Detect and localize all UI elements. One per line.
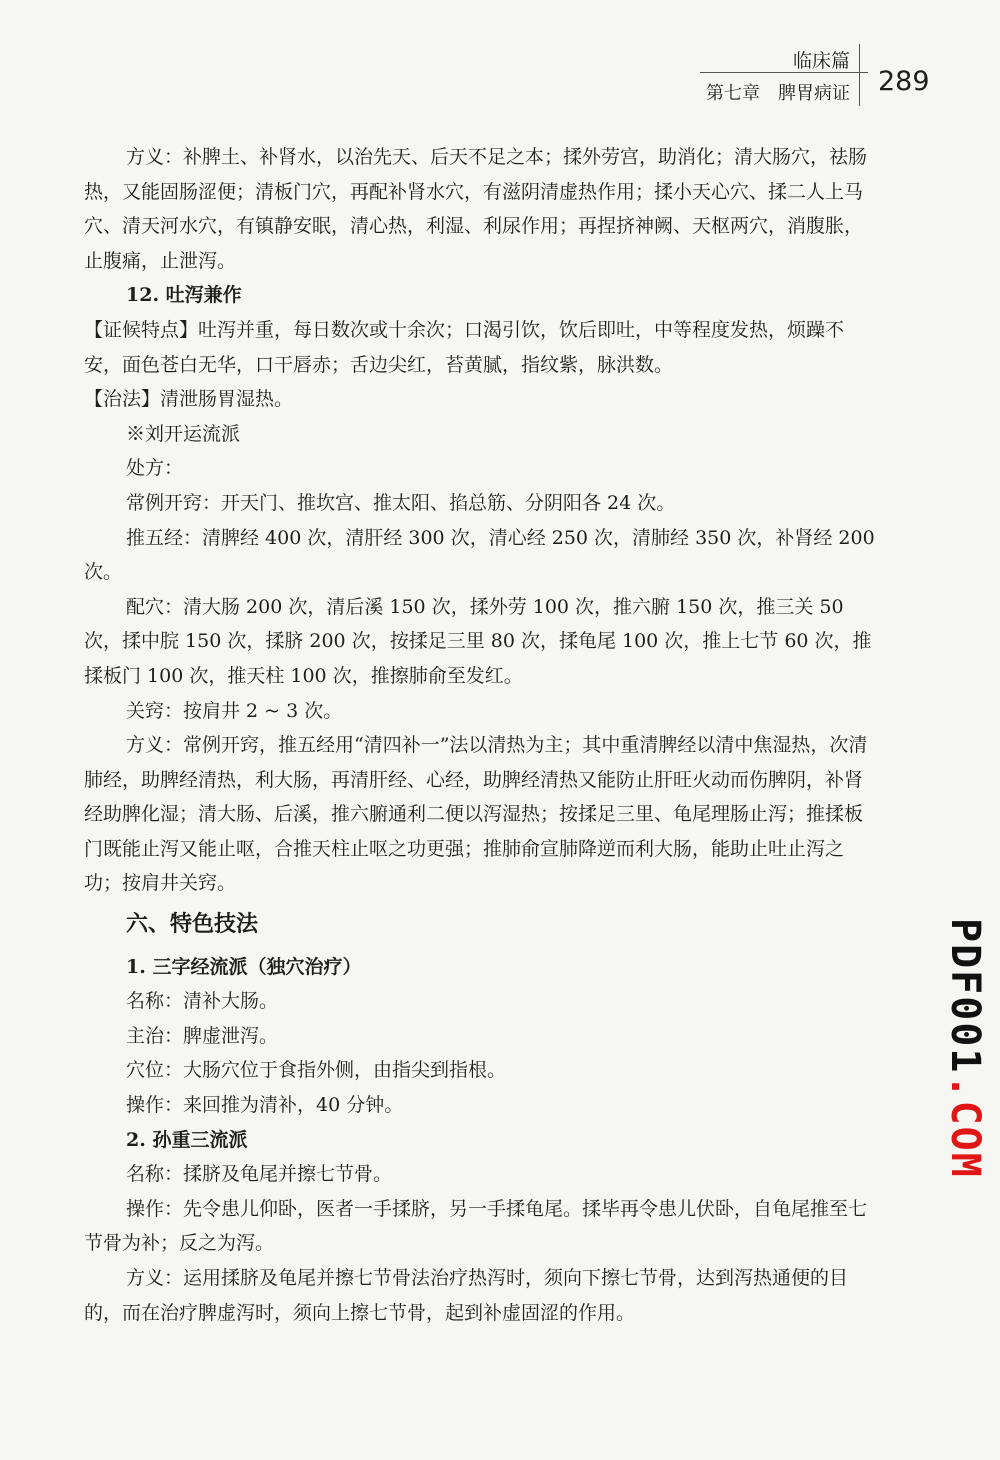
header-divider (859, 44, 860, 106)
paragraph-fangyi-3: 方义：运用揉脐及龟尾并擦七节骨法治疗热泻时，须向下擦七节骨，达到泻热通便的目的，而在治疗脾虚泻时，须向上擦七节骨，起到补虚固涩的作用。 (84, 1267, 849, 1324)
running-header-chapter: 第七章 脾胃病证 (706, 83, 850, 104)
subheading-sanzijing: 1. 三字经流派（独穴治疗） (126, 955, 362, 978)
prescription-label: 处方： (126, 457, 184, 480)
paragraph-caozuo-2: 操作：先令患儿仰卧，医者一手揉脐，另一手揉龟尾。揉毕再令患儿伏卧，自龟尾推至七节骨为补；反之为泻。 (84, 1197, 868, 1255)
line-mingcheng-2: 名称：揉脐及龟尾并擦七节骨。 (126, 1163, 393, 1186)
page-number: 289 (878, 66, 930, 97)
paragraph-wujing: 推五经：清脾经 400 次，清肝经 300 次，清心经 250 次，清肺经 350 次，补肾经 200 次。 (84, 526, 875, 584)
school-label-liu: ※刘开运流派 (126, 422, 241, 445)
section-title-tese: 六、特色技法 (126, 911, 259, 938)
line-mingcheng-1: 名称：清补大肠。 (126, 990, 279, 1013)
paragraph-fangyi-1: 方义：补脾土、补肾水，以治先天、后天不足之本；揉外劳宫，助消化；清大肠穴，祛肠热，又能固肠涩便；清板门穴，再配补肾水穴，有滋阴清虚热作用；揉小天心穴、揉二人上马穴、清天河水穴，有镇静安眠，清心热，利湿、利尿作用；再捏挤神阙、天枢两穴，消腹胀，止腹痛，止泄泻。 (84, 146, 868, 272)
paragraph-kaiqiao: 常例开窍：开天门、推坎宫、推太阳、掐总筋、分阴阳各 24 次。 (126, 491, 676, 514)
paragraph-zhifa: 【治法】清泄肠胃湿热。 (84, 388, 294, 411)
watermark (940, 918, 988, 1179)
line-caozuo-1: 操作：来回推为清补，40 分钟。 (126, 1094, 404, 1117)
line-zhuzhi: 主治：脾虚泄泻。 (126, 1024, 279, 1047)
subheading-tuxie: 12. 吐泻兼作 (126, 284, 242, 307)
paragraph-peixue: 配穴：清大肠 200 次，清后溪 150 次，揉外劳 100 次，推六腑 150 次，推三关 50 次，揉中脘 150 次，揉脐 200 次，按揉足三里 80 次，揉龟尾 100 次，推上七节 60 次，推揉板门 100 次，推天柱 100 次，推擦肺俞至发红。 (84, 595, 872, 687)
watermark-main: PDF001 (942, 918, 988, 1075)
paragraph-zhenghou: 【证候特点】吐泻并重，每日数次或十余次；口渴引饮，饮后即吐，中等程度发热，烦躁不安，面色苍白无华，口干唇赤；舌边尖红，苔黄腻，指纹紫，脉洪数。 (84, 318, 845, 376)
body-text (84, 140, 876, 1330)
line-xuewei: 穴位：大肠穴位于食指外侧，由指尖到指根。 (126, 1059, 507, 1082)
paragraph-fangyi-2: 方义：常例开窍，推五经用“清四补一”法以清热为主；其中重清脾经以清中焦湿热，次清肺经，助脾经清热，利大肠，再清肝经、心经，助脾经清热又能防止肝旺火动而伤脾阴，补肾经助脾化湿；清大肠、后溪，推六腑通利二便以泻湿热；按揉足三里、龟尾理肠止泻；推揉板门既能止泻又能止呕，合推天柱止呕之功更强；推肺俞宣肺降逆而利大肠，能助止吐止泻之功；按肩井关窍。 (84, 734, 868, 895)
running-header-section: 临床篇 (792, 50, 850, 72)
paragraph-guanqiao: 关窍：按肩井 2 ~ 3 次。 (126, 699, 343, 722)
subheading-sunchongsan: 2. 孙重三流派 (126, 1128, 248, 1151)
header-rule (700, 72, 868, 73)
watermark-accent: .COM (942, 1074, 988, 1179)
